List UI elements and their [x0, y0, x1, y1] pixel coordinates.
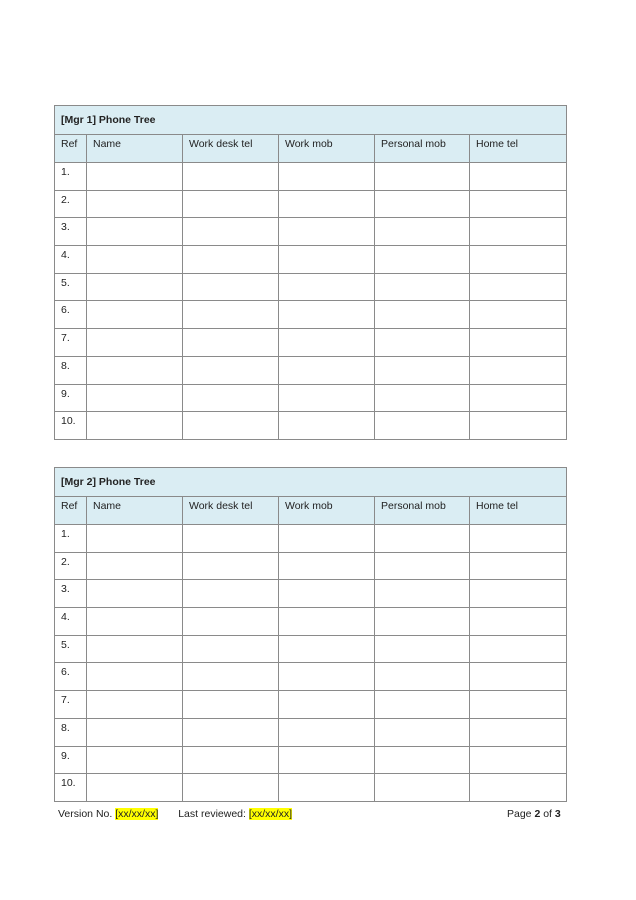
table-row [55, 384, 567, 412]
column-header: Personal mob [375, 497, 470, 525]
entry-cell[interactable] [470, 663, 567, 691]
table-title: [Mgr 2] Phone Tree [55, 468, 567, 497]
entry-cell[interactable] [279, 746, 375, 774]
table-row [55, 329, 567, 357]
table-row [55, 552, 567, 580]
ref-cell: 5. [55, 273, 87, 301]
ref-cell: 6. [55, 663, 87, 691]
entry-cell[interactable] [183, 301, 279, 329]
ref-cell: 2. [55, 552, 87, 580]
entry-cell[interactable] [470, 246, 567, 274]
entry-cell[interactable] [87, 246, 183, 274]
entry-cell[interactable] [183, 246, 279, 274]
entry-cell[interactable] [279, 691, 375, 719]
entry-cell[interactable] [279, 218, 375, 246]
table-row [55, 246, 567, 274]
table-row [55, 190, 567, 218]
page-prefix: Page [507, 808, 532, 820]
entry-cell[interactable] [470, 718, 567, 746]
page-total: 3 [554, 808, 561, 820]
ref-cell: 8. [55, 718, 87, 746]
table-title: [Mgr 1] Phone Tree [55, 106, 567, 135]
entry-cell[interactable] [470, 190, 567, 218]
entry-cell[interactable] [183, 329, 279, 357]
entry-cell[interactable] [183, 580, 279, 608]
ref-cell: 3. [55, 580, 87, 608]
entry-cell[interactable] [183, 190, 279, 218]
entry-cell[interactable] [183, 635, 279, 663]
entry-cell[interactable] [87, 718, 183, 746]
column-header: Work desk tel [183, 135, 279, 163]
entry-cell[interactable] [279, 273, 375, 301]
table-row [55, 663, 567, 691]
column-header: Name [87, 497, 183, 525]
footer-version [58, 808, 292, 820]
entry-cell[interactable] [183, 525, 279, 553]
table-row [55, 301, 567, 329]
entry-cell[interactable] [375, 412, 470, 440]
entry-cell[interactable] [470, 356, 567, 384]
entry-cell[interactable] [87, 163, 183, 191]
ref-cell: 8. [55, 356, 87, 384]
entry-cell[interactable] [183, 412, 279, 440]
entry-cell[interactable] [279, 246, 375, 274]
ref-cell: 2. [55, 190, 87, 218]
table-header-row [55, 497, 567, 525]
entry-cell[interactable] [279, 663, 375, 691]
table-row [55, 608, 567, 636]
entry-cell[interactable] [279, 718, 375, 746]
entry-cell[interactable] [87, 384, 183, 412]
ref-cell: 9. [55, 384, 87, 412]
entry-cell[interactable] [87, 580, 183, 608]
ref-cell: 1. [55, 163, 87, 191]
column-header: Work mob [279, 497, 375, 525]
table-title-row [55, 106, 567, 135]
ref-cell: 3. [55, 218, 87, 246]
table-body [55, 468, 567, 802]
ref-cell: 4. [55, 246, 87, 274]
mgr1-phone-tree-table [54, 105, 567, 440]
entry-cell[interactable] [470, 552, 567, 580]
column-header: Personal mob [375, 135, 470, 163]
entry-cell[interactable] [470, 273, 567, 301]
entry-cell[interactable] [375, 384, 470, 412]
table-row [55, 718, 567, 746]
entry-cell[interactable] [183, 691, 279, 719]
entry-cell[interactable] [87, 552, 183, 580]
entry-cell[interactable] [183, 608, 279, 636]
entry-cell[interactable] [470, 301, 567, 329]
entry-cell[interactable] [279, 412, 375, 440]
entry-cell[interactable] [87, 525, 183, 553]
ref-cell: 10. [55, 774, 87, 802]
entry-cell[interactable] [279, 384, 375, 412]
entry-cell[interactable] [470, 163, 567, 191]
entry-cell[interactable] [470, 329, 567, 357]
entry-cell[interactable] [87, 774, 183, 802]
entry-cell[interactable] [87, 329, 183, 357]
entry-cell[interactable] [470, 525, 567, 553]
table-row [55, 580, 567, 608]
entry-cell[interactable] [183, 273, 279, 301]
entry-cell[interactable] [183, 774, 279, 802]
entry-cell[interactable] [183, 663, 279, 691]
table-header-row [55, 135, 567, 163]
entry-cell[interactable] [87, 608, 183, 636]
entry-cell[interactable] [279, 580, 375, 608]
entry-cell[interactable] [375, 190, 470, 218]
entry-cell[interactable] [375, 663, 470, 691]
version-value: [xx/xx/xx] [115, 808, 159, 820]
table-body [55, 106, 567, 440]
entry-cell[interactable] [279, 163, 375, 191]
ref-cell: 5. [55, 635, 87, 663]
entry-cell[interactable] [375, 746, 470, 774]
entry-cell[interactable] [375, 218, 470, 246]
table-row [55, 774, 567, 802]
entry-cell[interactable] [87, 356, 183, 384]
entry-cell[interactable] [183, 552, 279, 580]
column-header: Work desk tel [183, 497, 279, 525]
ref-cell: 7. [55, 329, 87, 357]
entry-cell[interactable] [87, 746, 183, 774]
ref-cell: 4. [55, 608, 87, 636]
entry-cell[interactable] [279, 635, 375, 663]
entry-cell[interactable] [375, 608, 470, 636]
entry-cell[interactable] [470, 635, 567, 663]
entry-cell[interactable] [375, 718, 470, 746]
table-row [55, 273, 567, 301]
table-row [55, 218, 567, 246]
entry-cell[interactable] [470, 691, 567, 719]
entry-cell[interactable] [279, 190, 375, 218]
table-row [55, 525, 567, 553]
column-header: Work mob [279, 135, 375, 163]
column-header: Ref [55, 497, 87, 525]
entry-cell[interactable] [279, 608, 375, 636]
reviewed-value: [xx/xx/xx] [248, 808, 293, 820]
entry-cell[interactable] [375, 273, 470, 301]
entry-cell[interactable] [470, 774, 567, 802]
column-header: Home tel [470, 497, 567, 525]
entry-cell[interactable] [279, 552, 375, 580]
ref-cell: 9. [55, 746, 87, 774]
table-title-row [55, 468, 567, 497]
version-label: Version No. [58, 808, 113, 820]
entry-cell[interactable] [279, 525, 375, 553]
entry-cell[interactable] [87, 663, 183, 691]
entry-cell[interactable] [375, 580, 470, 608]
column-header: Ref [55, 135, 87, 163]
entry-cell[interactable] [87, 190, 183, 218]
entry-cell[interactable] [375, 163, 470, 191]
entry-cell[interactable] [470, 580, 567, 608]
table-row [55, 746, 567, 774]
entry-cell[interactable] [375, 552, 470, 580]
table-row [55, 635, 567, 663]
entry-cell[interactable] [183, 163, 279, 191]
entry-cell[interactable] [279, 356, 375, 384]
entry-cell[interactable] [375, 691, 470, 719]
entry-cell[interactable] [470, 746, 567, 774]
entry-cell[interactable] [375, 329, 470, 357]
page-number [507, 808, 561, 820]
page-of: of [543, 808, 552, 820]
entry-cell[interactable] [87, 218, 183, 246]
entry-cell[interactable] [87, 412, 183, 440]
entry-cell[interactable] [183, 356, 279, 384]
entry-cell[interactable] [87, 273, 183, 301]
ref-cell: 10. [55, 412, 87, 440]
entry-cell[interactable] [183, 218, 279, 246]
ref-cell: 7. [55, 691, 87, 719]
entry-cell[interactable] [470, 412, 567, 440]
entry-cell[interactable] [87, 635, 183, 663]
reviewed-label: Last reviewed: [178, 808, 246, 820]
entry-cell[interactable] [375, 774, 470, 802]
entry-cell[interactable] [183, 718, 279, 746]
entry-cell[interactable] [183, 384, 279, 412]
entry-cell[interactable] [279, 301, 375, 329]
page-current: 2 [534, 808, 541, 820]
entry-cell[interactable] [279, 329, 375, 357]
entry-cell[interactable] [470, 608, 567, 636]
table-row [55, 163, 567, 191]
ref-cell: 6. [55, 301, 87, 329]
entry-cell[interactable] [375, 246, 470, 274]
column-header: Name [87, 135, 183, 163]
entry-cell[interactable] [183, 746, 279, 774]
entry-cell[interactable] [375, 635, 470, 663]
table-row [55, 356, 567, 384]
column-header: Home tel [470, 135, 567, 163]
entry-cell[interactable] [375, 525, 470, 553]
entry-cell[interactable] [470, 384, 567, 412]
entry-cell[interactable] [375, 301, 470, 329]
entry-cell[interactable] [470, 218, 567, 246]
entry-cell[interactable] [279, 774, 375, 802]
table-row [55, 412, 567, 440]
table-row [55, 691, 567, 719]
entry-cell[interactable] [375, 356, 470, 384]
entry-cell[interactable] [87, 691, 183, 719]
mgr2-phone-tree-table [54, 467, 567, 802]
ref-cell: 1. [55, 525, 87, 553]
entry-cell[interactable] [87, 301, 183, 329]
